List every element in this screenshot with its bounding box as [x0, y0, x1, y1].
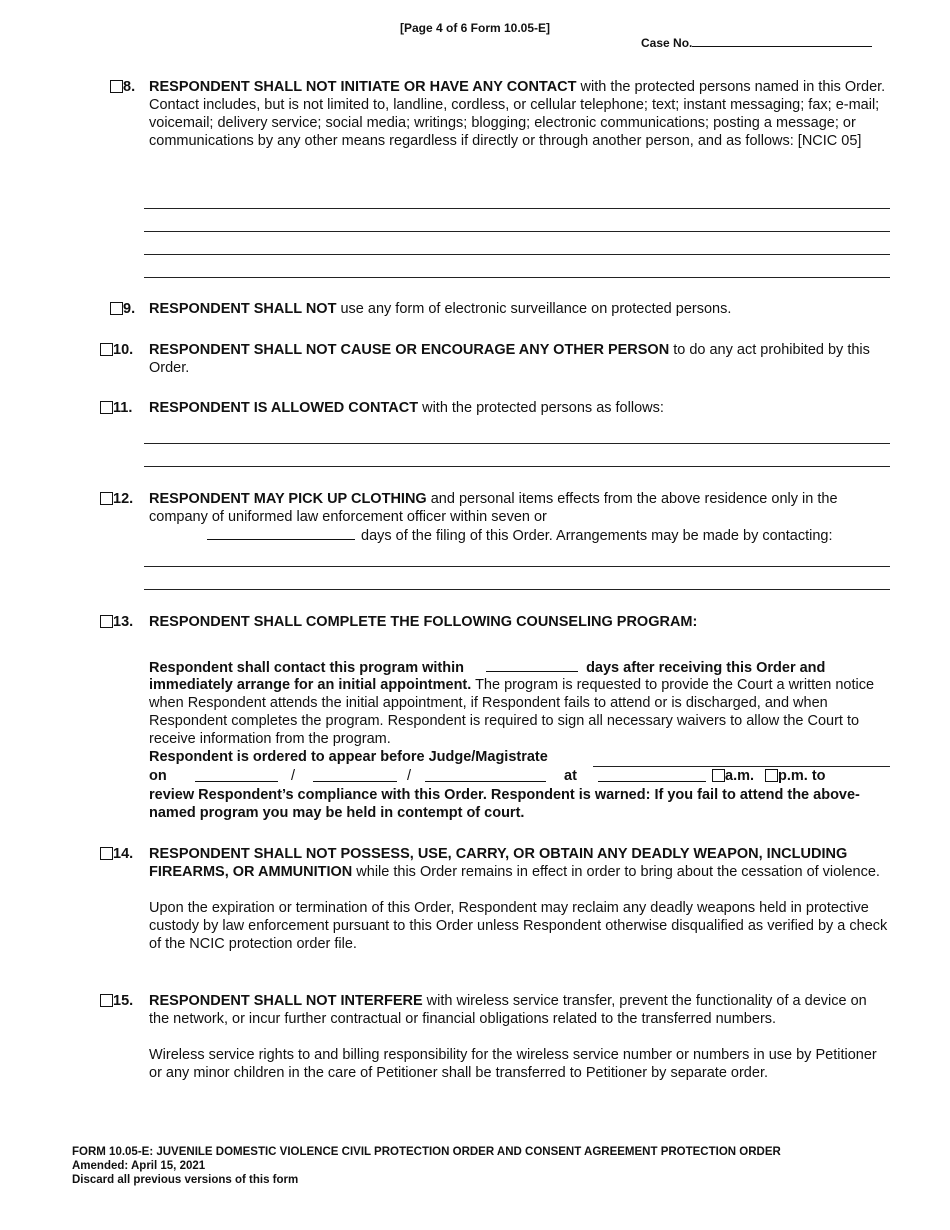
item-11-line-1[interactable]: [144, 443, 890, 444]
page-number-header: [Page 4 of 6 Form 10.05-E]: [399, 21, 551, 35]
footer-discard-note: Discard all previous versions of this form: [72, 1174, 299, 1186]
case-number-field[interactable]: [692, 36, 872, 47]
item-13-contact-text: The program is requested to provide the Court a written notice when Respondent attends the initial appointment, if Respondent fails to attend or is discharged, and when Respondent completes the program. Respondent is required to sign all necessary waivers to allow the Court to receive information from the program.: [149, 677, 875, 747]
item-8-line-3[interactable]: [144, 254, 890, 255]
item-13-appear-label: [149, 748, 548, 766]
item-11: [100, 399, 890, 417]
item-13-heading: RESPONDENT SHALL COMPLETE THE FOLLOWING COUNSELING PROGRAM:: [149, 614, 698, 630]
item-12-checkbox[interactable]: [100, 492, 113, 505]
item-13-number: 13.: [113, 614, 134, 630]
item-10-heading: RESPONDENT SHALL NOT CAUSE OR ENCOURAGE ANY OTHER PERSON: [149, 342, 670, 358]
item-12-number: 12.: [113, 491, 134, 507]
item-12: [100, 490, 890, 526]
case-number: [641, 36, 872, 50]
item-13-contact-paragraph: [149, 676, 891, 748]
item-13-warning-text: review Respondent’s compliance with this Order. Respondent is warned: If you fail to attend the above-named program you may be held in contempt of court.: [149, 787, 860, 821]
item-13-at-text: at: [564, 768, 577, 784]
item-13-am-checkbox[interactable]: [712, 769, 725, 782]
item-10-checkbox[interactable]: [100, 343, 113, 356]
item-12-line-2[interactable]: [144, 589, 890, 590]
item-13-time-field[interactable]: [598, 768, 706, 782]
item-13-on-text: on: [149, 768, 167, 784]
footer-amended: Amended: April 15, 2021: [72, 1160, 206, 1172]
item-13-appear-text: Respondent is ordered to appear before Judge/Magistrate: [149, 749, 548, 765]
item-10-text: to do any act prohibited by this Order.: [149, 342, 870, 376]
item-13-on-label: [149, 767, 167, 785]
item-14-paragraph-2: Upon the expiration or termination of this Order, Respondent may reclaim any deadly weapons held in protective custody by law enforcement pursuant to this Order unless Respondent otherwise disqualified as verified by a check of the NCIC protection order file.: [149, 900, 888, 952]
item-13-pm-label: p.m. to: [778, 768, 826, 784]
item-13-pm-checkbox[interactable]: [765, 769, 778, 782]
item-14: [100, 845, 890, 953]
item-8-line-2[interactable]: [144, 231, 890, 232]
item-13-contact-c: immediately arrange for an initial appointment.: [149, 677, 472, 693]
case-number-label: Case No.: [641, 36, 693, 50]
item-9: [100, 300, 890, 318]
item-8-line-1[interactable]: [144, 208, 890, 209]
item-13-at-label: [564, 767, 577, 785]
item-13: [100, 613, 890, 631]
item-13-month-field[interactable]: [195, 768, 278, 782]
item-13-slash-1: /: [291, 768, 296, 784]
form-footer: [72, 1145, 781, 1187]
item-13-day-field[interactable]: [313, 768, 397, 782]
item-10: [100, 341, 890, 377]
item-9-heading: RESPONDENT SHALL NOT: [149, 301, 337, 317]
item-11-line-2[interactable]: [144, 466, 890, 467]
item-8-heading: RESPONDENT SHALL NOT INITIATE OR HAVE ANY CONTACT: [149, 79, 577, 95]
item-13-contact-line: [149, 658, 891, 677]
item-15-text: with wireless service transfer, prevent the functionality of a device on the network, or incur further contractual or financial obligations related to the transferred numbers.: [149, 993, 867, 1027]
item-13-am-label: a.m.: [725, 768, 755, 784]
item-13-am-option: [712, 767, 754, 785]
item-12-days-row: [207, 526, 833, 545]
item-12-text: and personal items effects from the above residence only in the company of uniformed law enforcement officer within seven or: [149, 491, 838, 525]
item-8-line-4[interactable]: [144, 277, 890, 278]
item-15-number: 15.: [113, 993, 134, 1009]
item-12-heading: RESPONDENT MAY PICK UP CLOTHING: [149, 491, 427, 507]
item-9-number: 9.: [123, 301, 136, 317]
item-13-checkbox[interactable]: [100, 615, 113, 628]
item-8-text: with the protected persons named in this Order. Contact includes, but is not limited to, landline, cordless, or cellular telephone; text; instant messaging; fax; e-mail; voicemail; delivery service; social media; writings; blogging; electronic communications; posting a message; or communications by any other means regardless if directly or through another person, and as follows: [NCIC 05]: [149, 79, 886, 149]
item-13-contact-b: days after receiving this Order and: [586, 660, 826, 676]
item-15-paragraph-2: Wireless service rights to and billing responsibility for the wireless service number or numbers in use by Petitioner or any minor children in the care of Petitioner shall be transferred to Petitioner by separate order.: [149, 1047, 877, 1081]
item-8: [100, 78, 890, 150]
item-12-days-field[interactable]: [207, 526, 355, 540]
item-15-heading: RESPONDENT SHALL NOT INTERFERE: [149, 993, 423, 1009]
item-13-pm-option: [765, 767, 826, 785]
item-12-line-1[interactable]: [144, 566, 890, 567]
item-11-number: 11.: [113, 400, 133, 416]
item-14-text: while this Order remains in effect in order to bring about the cessation of violence.: [352, 864, 880, 880]
item-14-number: 14.: [113, 846, 134, 862]
item-13-contact-a: Respondent shall contact this program within: [149, 660, 464, 676]
item-15-checkbox[interactable]: [100, 994, 113, 1007]
item-8-checkbox[interactable]: [110, 80, 123, 93]
item-14-heading: RESPONDENT SHALL NOT POSSESS, USE, CARRY, OR OBTAIN ANY DEADLY WEAPON, INCLUDING FIREARMS, OR AMMUNITION: [149, 846, 848, 880]
item-13-warning: [149, 786, 891, 822]
item-12-days-text: days of the filing of this Order. Arrangements may be made by contacting:: [361, 528, 833, 544]
item-13-slash-2: /: [407, 768, 412, 784]
item-9-text: use any form of electronic surveillance on protected persons.: [336, 301, 732, 317]
item-11-heading: RESPONDENT IS ALLOWED CONTACT: [149, 400, 419, 416]
item-11-checkbox[interactable]: [100, 401, 113, 414]
footer-form-title: FORM 10.05-E: JUVENILE DOMESTIC VIOLENCE CIVIL PROTECTION ORDER AND CONSENT AGREEMENT PROTECTION ORDER: [72, 1146, 781, 1158]
item-10-number: 10.: [113, 342, 134, 358]
item-8-number: 8.: [123, 79, 136, 95]
item-13-days-field[interactable]: [486, 658, 578, 672]
item-13-year-field[interactable]: [425, 768, 546, 782]
item-9-checkbox[interactable]: [110, 302, 123, 315]
item-15: [100, 992, 890, 1082]
item-11-text: with the protected persons as follows:: [418, 400, 664, 416]
item-14-checkbox[interactable]: [100, 847, 113, 860]
